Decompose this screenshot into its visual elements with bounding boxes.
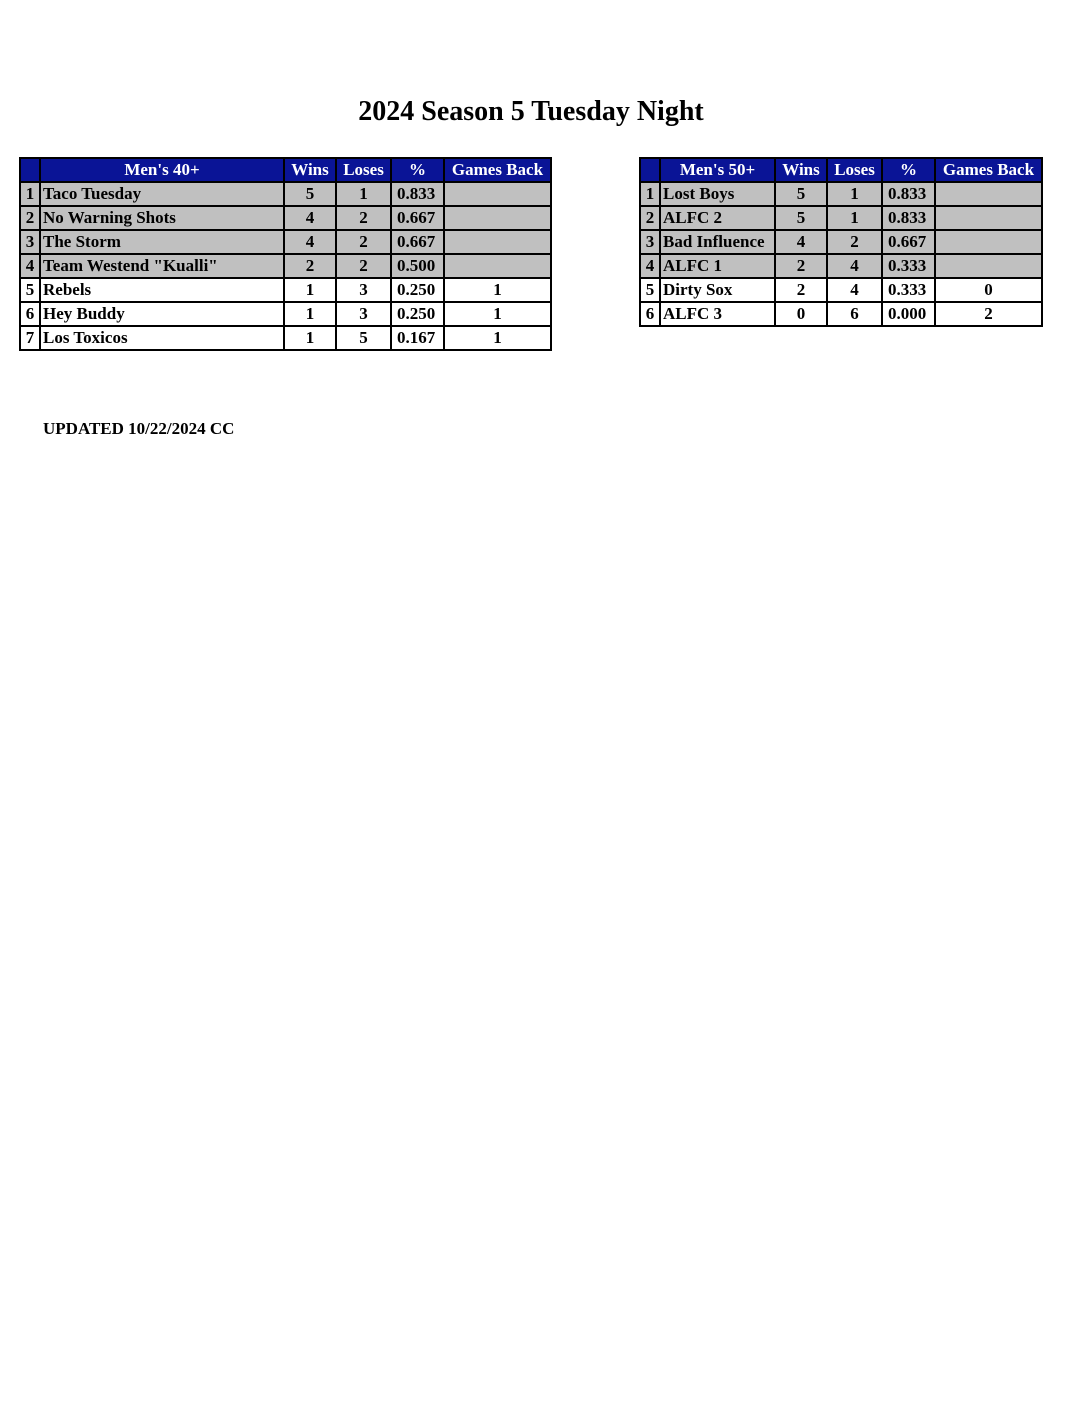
- pct-cell: 0.167: [391, 326, 444, 350]
- wins-header: Wins: [284, 158, 336, 182]
- rank-cell: 3: [640, 230, 660, 254]
- wins-cell: 1: [284, 302, 336, 326]
- loses-cell: 3: [336, 302, 391, 326]
- team-row: [640, 302, 1042, 326]
- wins-cell: 2: [775, 278, 827, 302]
- team-name-cell: Lost Boys: [660, 182, 775, 206]
- team-name-cell: Rebels: [40, 278, 284, 302]
- wins-cell: 5: [775, 182, 827, 206]
- loses-cell: 2: [336, 230, 391, 254]
- loses-cell: 6: [827, 302, 882, 326]
- pct-cell: 0.833: [882, 182, 935, 206]
- rank-cell: 6: [20, 302, 40, 326]
- team-row: [640, 230, 1042, 254]
- team-row: [640, 182, 1042, 206]
- games-back-cell: [935, 206, 1042, 230]
- pct-cell: 0.333: [882, 254, 935, 278]
- games-back-cell: [444, 182, 551, 206]
- rank-cell: 2: [640, 206, 660, 230]
- team-name-cell: Team Westend "Kualli": [40, 254, 284, 278]
- rank-cell: 4: [20, 254, 40, 278]
- pct-cell: 0.667: [391, 230, 444, 254]
- team-row: [640, 254, 1042, 278]
- games-back-header: Games Back: [444, 158, 551, 182]
- rank-cell: 1: [20, 182, 40, 206]
- wins-cell: 1: [284, 278, 336, 302]
- wins-cell: 5: [775, 206, 827, 230]
- page-title: 2024 Season 5 Tuesday Night: [358, 96, 704, 127]
- team-row: [20, 182, 551, 206]
- games-back-cell: [444, 254, 551, 278]
- pct-cell: 0.833: [882, 206, 935, 230]
- wins-cell: 2: [284, 254, 336, 278]
- games-back-cell: [444, 230, 551, 254]
- team-name-cell: ALFC 2: [660, 206, 775, 230]
- loses-cell: 1: [827, 182, 882, 206]
- pct-header: %: [882, 158, 935, 182]
- rank-cell: 5: [20, 278, 40, 302]
- team-name-cell: Los Toxicos: [40, 326, 284, 350]
- pct-cell: 0.667: [391, 206, 444, 230]
- team-row: [20, 230, 551, 254]
- division-name-header: Men's 50+: [660, 158, 775, 182]
- rank-cell: 5: [640, 278, 660, 302]
- loses-cell: 5: [336, 326, 391, 350]
- team-row: [20, 254, 551, 278]
- wins-cell: 5: [284, 182, 336, 206]
- pct-cell: 0.333: [882, 278, 935, 302]
- wins-cell: 4: [284, 206, 336, 230]
- games-back-cell: 1: [444, 326, 551, 350]
- games-back-cell: 1: [444, 302, 551, 326]
- team-name-cell: Bad Influence: [660, 230, 775, 254]
- pct-cell: 0.667: [882, 230, 935, 254]
- team-row: [640, 206, 1042, 230]
- wins-cell: 2: [775, 254, 827, 278]
- rank-header: [20, 158, 40, 182]
- rank-cell: 4: [640, 254, 660, 278]
- pct-cell: 0.250: [391, 278, 444, 302]
- rank-cell: 2: [20, 206, 40, 230]
- team-name-cell: The Storm: [40, 230, 284, 254]
- team-row: [20, 326, 551, 350]
- team-name-cell: Dirty Sox: [660, 278, 775, 302]
- games-back-cell: [935, 230, 1042, 254]
- loses-cell: 2: [336, 206, 391, 230]
- header-row: [20, 158, 551, 182]
- team-name-cell: ALFC 3: [660, 302, 775, 326]
- games-back-cell: [444, 206, 551, 230]
- team-name-cell: No Warning Shots: [40, 206, 284, 230]
- loses-cell: 2: [827, 230, 882, 254]
- wins-cell: 4: [284, 230, 336, 254]
- pct-cell: 0.500: [391, 254, 444, 278]
- loses-cell: 3: [336, 278, 391, 302]
- division-name-header: Men's 40+: [40, 158, 284, 182]
- loses-header: Loses: [827, 158, 882, 182]
- team-row: [20, 302, 551, 326]
- pct-header: %: [391, 158, 444, 182]
- games-back-cell: 0: [935, 278, 1042, 302]
- loses-cell: 4: [827, 254, 882, 278]
- wins-cell: 1: [284, 326, 336, 350]
- games-back-cell: 2: [935, 302, 1042, 326]
- team-name-cell: ALFC 1: [660, 254, 775, 278]
- games-back-cell: [935, 254, 1042, 278]
- team-name-cell: Hey Buddy: [40, 302, 284, 326]
- games-back-header: Games Back: [935, 158, 1042, 182]
- standings-table-mens-40: [19, 157, 552, 351]
- wins-header: Wins: [775, 158, 827, 182]
- wins-cell: 0: [775, 302, 827, 326]
- standings-table-mens-50: [639, 157, 1043, 327]
- rank-cell: 6: [640, 302, 660, 326]
- team-row: [20, 206, 551, 230]
- games-back-cell: [935, 182, 1042, 206]
- wins-cell: 4: [775, 230, 827, 254]
- rank-cell: 3: [20, 230, 40, 254]
- rank-cell: 1: [640, 182, 660, 206]
- loses-cell: 1: [827, 206, 882, 230]
- pct-cell: 0.000: [882, 302, 935, 326]
- pct-cell: 0.250: [391, 302, 444, 326]
- team-row: [20, 278, 551, 302]
- rank-cell: 7: [20, 326, 40, 350]
- header-row: [640, 158, 1042, 182]
- pct-cell: 0.833: [391, 182, 444, 206]
- loses-header: Loses: [336, 158, 391, 182]
- loses-cell: 4: [827, 278, 882, 302]
- games-back-cell: 1: [444, 278, 551, 302]
- updated-note: UPDATED 10/22/2024 CC: [43, 419, 235, 438]
- loses-cell: 2: [336, 254, 391, 278]
- rank-header: [640, 158, 660, 182]
- team-row: [640, 278, 1042, 302]
- team-name-cell: Taco Tuesday: [40, 182, 284, 206]
- loses-cell: 1: [336, 182, 391, 206]
